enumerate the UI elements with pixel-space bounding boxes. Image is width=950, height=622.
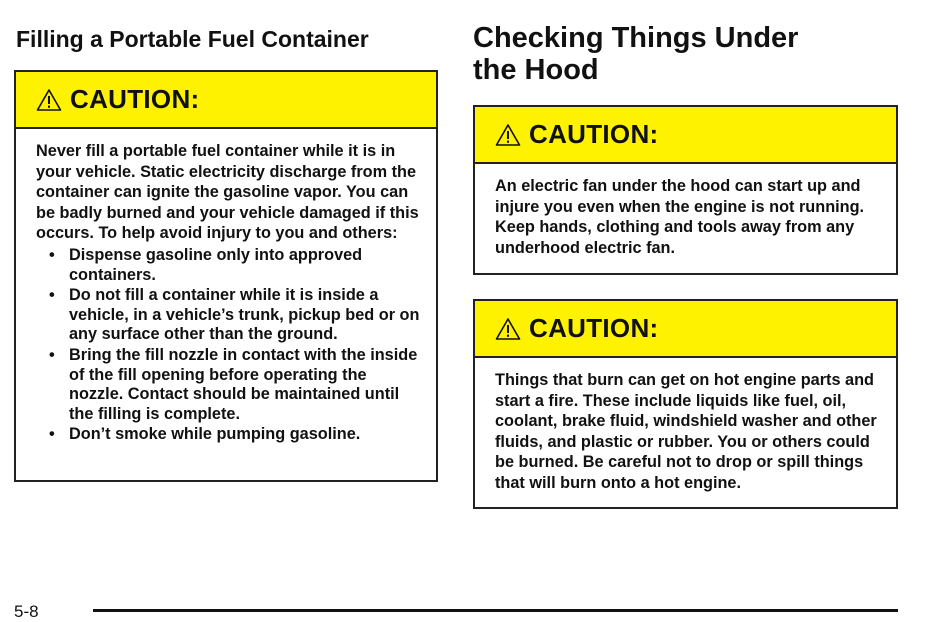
caution-bullet-item: • Do not fill a container while it is inside a vehicle, in a vehicle’s trunk, pickup bed or on any surface other than the ground. <box>49 286 420 344</box>
bullet-text: Do not fill a container while it is inside a vehicle, in a vehicle’s trunk, pickup bed or on any surface other than the ground. <box>69 286 420 344</box>
caution-header <box>475 107 896 164</box>
caution-bullet-list <box>36 246 422 445</box>
bullet-text: Bring the fill nozzle in contact with the inside of the fill opening before operating the nozzle. Contact should be maintained until the filling is complete. <box>69 345 418 423</box>
caution-label: CAUTION: <box>529 313 659 343</box>
caution-text: Things that burn can get on hot engine parts and start a fire. These include liquids like fuel, oil, coolant, brake fluid, windshield washer and other fluids, and plastic or rubber. You or others could be burned. Be careful not to drop or spill things that will burn onto a hot engine. <box>495 371 877 492</box>
caution-body <box>16 129 436 458</box>
caution-box-electric-fan <box>473 105 898 275</box>
section-title-text: Checking Things Under the Hood <box>473 22 799 86</box>
caution-bullet-item: • Bring the fill nozzle in contact with the inside of the fill opening before operating the nozzle. Contact should be maintained until the filling is complete. <box>49 345 418 423</box>
section-title-portable-fuel: Filling a Portable Fuel Container <box>16 26 369 52</box>
caution-text: An electric fan under the hood can start up and injure you even when the engine is not running. Keep hands, clothing and tools away from any underhood electric fan. <box>495 177 865 257</box>
warning-triangle-icon <box>36 88 62 112</box>
warning-triangle-icon <box>495 317 521 341</box>
section-title-under-hood <box>473 22 898 86</box>
caution-header <box>16 72 436 129</box>
caution-label: CAUTION: <box>529 119 659 149</box>
page-number: 5-8 <box>14 602 39 621</box>
caution-box-portable-fuel <box>14 70 438 482</box>
caution-label: CAUTION: <box>70 84 200 114</box>
caution-bullet-item: • Don’t smoke while pumping gasoline. <box>49 425 361 444</box>
bullet-text: Dispense gasoline only into approved containers. <box>69 245 363 284</box>
caution-header <box>475 301 896 358</box>
footer-rule <box>93 609 898 612</box>
warning-triangle-icon <box>495 123 521 147</box>
caution-body <box>475 358 896 506</box>
caution-bullet-item: • Dispense gasoline only into approved containers. <box>49 245 363 284</box>
caution-box-hot-engine <box>473 299 898 509</box>
caution-body <box>475 164 896 270</box>
left-column <box>14 24 438 482</box>
caution-intro-text: Never fill a portable fuel container while it is in your vehicle. Static electricity discharge from the container can ignite the gasoline vapor. You can be badly burned and your vehicle damaged if this occurs. To help avoid injury to you and others: <box>36 142 419 243</box>
bullet-text: Don’t smoke while pumping gasoline. <box>69 425 361 444</box>
right-column <box>473 22 898 509</box>
